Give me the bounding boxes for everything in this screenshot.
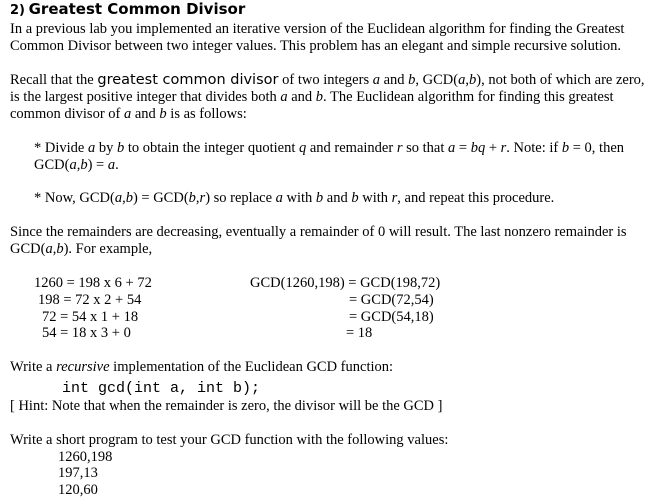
test-value: 197,13 <box>58 465 98 481</box>
example-gcd: = GCD(72,54) <box>349 292 434 308</box>
example-gcd: = 18 <box>346 325 373 341</box>
example-step: 198 = 72 x 2 + 54 <box>38 292 142 308</box>
function-signature: int gcd(int a, int b); <box>62 380 261 397</box>
since-line-1: Since the remainders are decreasing, eventually a remainder of 0 will result. The last nonzero remainder is <box>10 224 627 240</box>
problem-number: 2) <box>10 3 25 18</box>
example-step: 1260 = 198 x 6 + 72 <box>34 275 152 291</box>
step-divide: * Divide a by b to obtain the integer quotient q and remainder r so that a = bq + r. Note: if b = 0, then <box>34 140 625 156</box>
hint-text: [ Hint: Note that when the remainder is zero, the divisor will be the GCD ] <box>10 398 443 414</box>
test-instruction: Write a short program to test your GCD function with the following values: <box>10 432 449 448</box>
step-replace: * Now, GCD(a,b) = GCD(b,r) so replace a with b and b with r, and repeat this procedure. <box>34 190 555 206</box>
recall-paragraph: Recall that the greatest common divisor of two integers a and b, GCD(a,b), not both of which are zero, is the largest positive integer that divides both a and b. The Euclidean algorithm for finding this greatest common divisor of a and b is as follows: <box>10 72 645 122</box>
test-value: 120,60 <box>58 482 98 498</box>
test-value: 1260,198 <box>58 449 113 465</box>
example-gcd: GCD(1260,198) = GCD(198,72) <box>250 275 441 291</box>
write-instruction: Write a recursive implementation of the Euclidean GCD function: <box>10 359 394 375</box>
problem-heading <box>10 0 245 20</box>
problem-title: Greatest Common Divisor <box>28 0 246 18</box>
gcd-term: greatest common divisor <box>97 72 279 88</box>
example-step: 54 = 18 x 3 + 0 <box>42 325 131 341</box>
step-divide-continued: GCD(a,b) = a. <box>34 157 119 173</box>
example-gcd: = GCD(54,18) <box>349 309 434 325</box>
example-step: 72 = 54 x 1 + 18 <box>42 309 139 325</box>
since-line-2: GCD(a,b). For example, <box>10 241 153 257</box>
intro-paragraph: In a previous lab you implemented an iterative version of the Euclidean algorithm for finding the Greatest Common Divisor between two integer values. This problem has an elegant and simple recursive solution. <box>10 21 625 54</box>
